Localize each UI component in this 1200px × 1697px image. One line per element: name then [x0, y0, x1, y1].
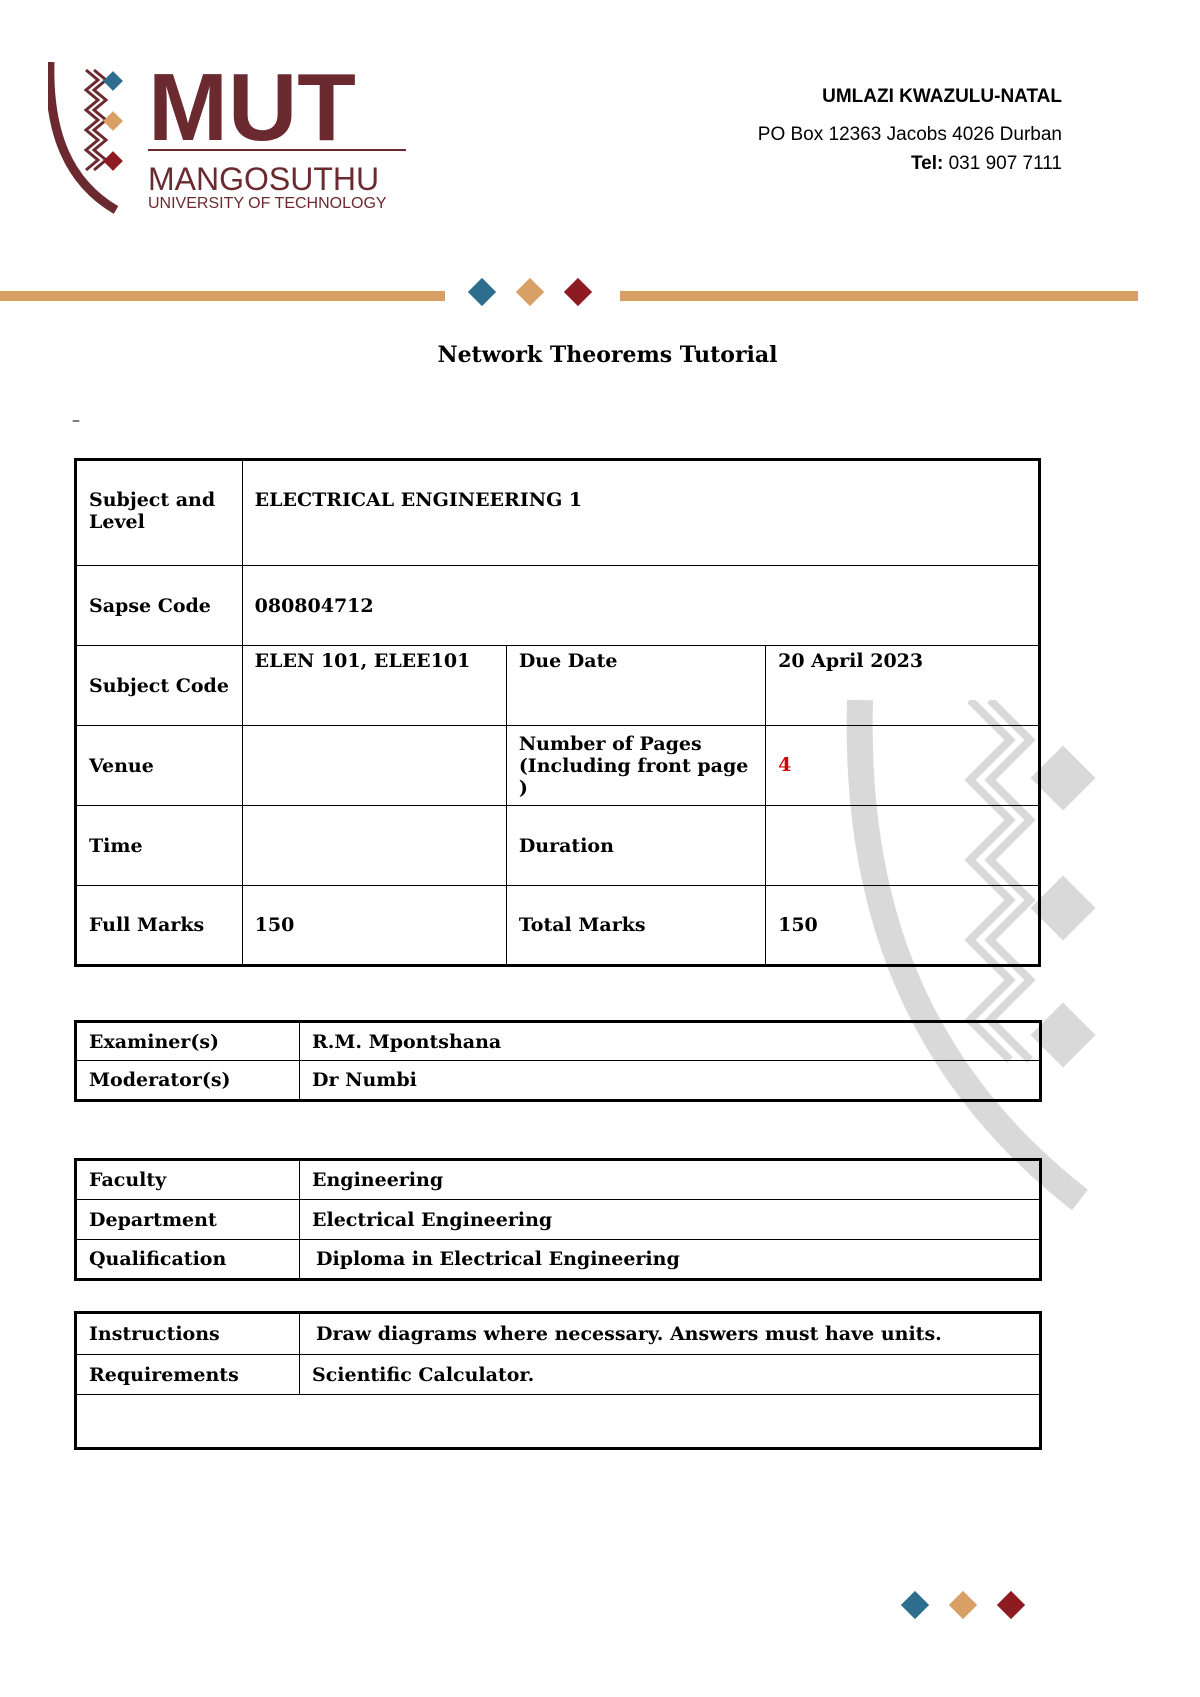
- instructions-label: Instructions: [76, 1313, 300, 1355]
- faculty-label: Faculty: [76, 1160, 300, 1200]
- table-row: [76, 646, 1040, 726]
- footer-tan-diamond: [949, 1591, 977, 1619]
- pages-label-line-1: Number of Pages: [518, 732, 702, 755]
- table-row: [76, 1313, 1041, 1355]
- examiner-table: [74, 1020, 1042, 1102]
- sapse-label: Sapse Code: [76, 566, 243, 646]
- divider-red-diamond: [564, 278, 592, 306]
- subject-code-label: Subject Code: [76, 646, 243, 726]
- tel-label: Tel:: [910, 153, 944, 174]
- main-info-table: [74, 458, 1041, 967]
- faculty-value: Engineering: [300, 1160, 1041, 1200]
- header-divider: [0, 276, 1140, 316]
- logo-blue-diamond: [103, 71, 123, 91]
- duration-label: Duration: [506, 806, 765, 886]
- time-label: Time: [76, 806, 243, 886]
- header-tel: [911, 153, 1062, 175]
- faculty-table: [74, 1158, 1042, 1281]
- table-row: [76, 1395, 1041, 1449]
- instructions-table: [74, 1311, 1042, 1450]
- subject-code-value: ELEN 101, ELEE101: [242, 646, 506, 726]
- footer-diamonds: [895, 1585, 1035, 1625]
- moderator-label: Moderator(s): [76, 1061, 300, 1101]
- full-marks-label: Full Marks: [76, 886, 243, 966]
- department-value: Electrical Engineering: [300, 1200, 1041, 1240]
- logo-red-diamond: [103, 151, 123, 171]
- total-marks-label: Total Marks: [506, 886, 765, 966]
- qualification-value: Diploma in Electrical Engineering: [300, 1240, 1041, 1280]
- divider-bar-left: [0, 291, 445, 301]
- department-label: Department: [76, 1200, 300, 1240]
- divider-blue-diamond: [468, 278, 496, 306]
- subject-value: ELECTRICAL ENGINEERING 1: [242, 460, 1039, 566]
- footer-blue-diamond: [901, 1591, 929, 1619]
- logo-arc: [50, 62, 116, 210]
- divider-tan-diamond: [516, 278, 544, 306]
- moderator-value: Dr Numbi: [300, 1061, 1041, 1101]
- venue-label: Venue: [76, 726, 243, 806]
- total-marks-value: 150: [766, 886, 1040, 966]
- full-marks-value: 150: [242, 886, 506, 966]
- requirements-label: Requirements: [76, 1355, 300, 1395]
- qualification-label: Qualification: [76, 1240, 300, 1280]
- footer-red-diamond: [997, 1591, 1025, 1619]
- table-row: [76, 1355, 1041, 1395]
- table-row: [76, 566, 1040, 646]
- due-date-label: Due Date: [506, 646, 765, 726]
- empty-row-cell: [76, 1395, 1041, 1449]
- table-row: [76, 1022, 1041, 1061]
- tel-value: 031 907 7111: [948, 153, 1062, 174]
- requirements-value: Scientific Calculator.: [300, 1355, 1041, 1395]
- examiner-label: Examiner(s): [76, 1022, 300, 1061]
- instructions-value: Draw diagrams where necessary. Answers must have units.: [300, 1313, 1041, 1355]
- subject-label: Subject and Level: [76, 460, 243, 566]
- logo-subtitle: UNIVERSITY OF TECHNOLOGY: [148, 195, 387, 212]
- due-date-value: 20 April 2023: [766, 646, 1040, 726]
- duration-value: [766, 806, 1040, 886]
- table-row: [76, 460, 1040, 566]
- pages-label-line-2: (Including front page ): [518, 754, 749, 799]
- table-row: [76, 1061, 1041, 1101]
- pages-value: 4: [766, 726, 1040, 806]
- time-value: [242, 806, 506, 886]
- table-row: [76, 1200, 1041, 1240]
- pages-label: [506, 726, 765, 806]
- dash-mark: –: [72, 410, 80, 429]
- table-row: [76, 886, 1040, 966]
- logo-abbr: MUT: [148, 62, 356, 161]
- logo-name: MANGOSUTHU: [148, 161, 380, 197]
- table-row: [76, 1240, 1041, 1280]
- venue-value: [242, 726, 506, 806]
- examiner-value: R.M. Mpontshana: [300, 1022, 1041, 1061]
- mut-logo: [48, 62, 458, 232]
- header-city: UMLAZI KWAZULU-NATAL: [822, 86, 1062, 107]
- logo-zigzag: [86, 70, 98, 170]
- divider-bar-right: [620, 291, 1138, 301]
- header-address: PO Box 12363 Jacobs 4026 Durban: [757, 124, 1062, 145]
- table-row: [76, 726, 1040, 806]
- sapse-value: 080804712: [242, 566, 1039, 646]
- table-row: [76, 806, 1040, 886]
- document-title: Network Theorems Tutorial: [437, 342, 778, 368]
- logo-tan-diamond: [103, 111, 123, 131]
- table-row: [76, 1160, 1041, 1200]
